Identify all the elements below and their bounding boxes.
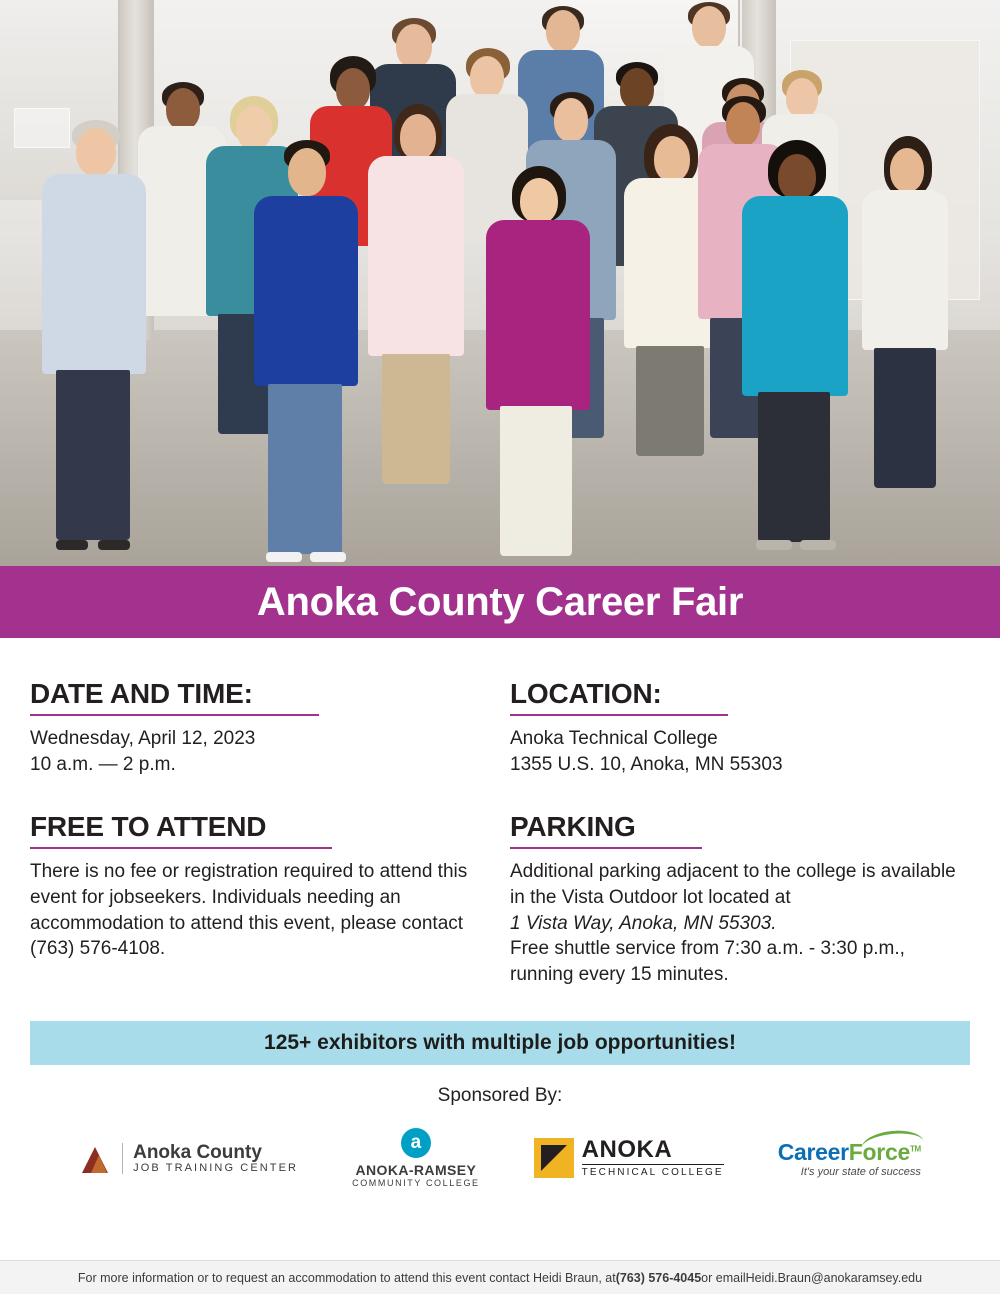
- logo-text-force: Force: [848, 1138, 910, 1165]
- footer-email[interactable]: Heidi.Braun@anokaramsey.edu: [745, 1270, 923, 1285]
- logo-anoka-technical-college: [534, 1138, 724, 1178]
- logo-text-tm: TM: [909, 1144, 921, 1154]
- block-heading-parking: PARKING: [510, 811, 702, 849]
- block-parking: [510, 811, 980, 987]
- logo-text-anoka: ANOKA: [581, 1136, 673, 1164]
- block-text-address: 1355 U.S. 10, Anoka, MN 55303: [510, 753, 783, 775]
- block-text-parking-address: 1 Vista Way, Anoka, MN 55303.: [510, 912, 777, 934]
- footer-phone: (763) 576-4045: [615, 1270, 702, 1285]
- logo-text-careerforce-tagline: It's your state of success: [800, 1165, 921, 1178]
- info-grid: [30, 678, 970, 987]
- person-front-1: [42, 120, 150, 550]
- block-date-and-time: [30, 678, 510, 777]
- sponsored-by-label: Sponsored By:: [437, 1085, 563, 1107]
- logo-text-community-college: COMMUNITY COLLEGE: [352, 1178, 480, 1189]
- block-text-free-to-attend: There is no fee or registration required to attend this event for jobseekers. Individuals needing an accommodation to attend this event, please contact (763) 576-4108.: [30, 861, 468, 960]
- block-heading-free-to-attend: FREE TO ATTEND: [30, 811, 332, 849]
- exhibitors-highlight-text: 125+ exhibitors with multiple job opportunities!: [264, 1031, 736, 1055]
- logo-anoka-county-job-training-center: [79, 1141, 298, 1175]
- anoka-county-triangle-icon: [79, 1141, 113, 1175]
- block-heading-location: LOCATION:: [510, 678, 728, 716]
- hero-photo: [0, 0, 1000, 566]
- person-mid-7: [862, 136, 950, 466]
- logo-text-anoka-county: Anoka County: [133, 1141, 262, 1163]
- block-text-shuttle-2: running every 15 minutes.: [510, 963, 729, 985]
- logo-text-technical-college: TECHNICAL COLLEGE: [582, 1164, 724, 1178]
- block-heading-date-and-time: DATE AND TIME:: [30, 678, 319, 716]
- page-title: Anoka County Career Fair: [256, 579, 744, 624]
- exhibitors-highlight-bar: [30, 1021, 970, 1065]
- logo-text-career: Career: [777, 1138, 849, 1165]
- anoka-tech-badge-icon: [534, 1138, 574, 1178]
- person-front-4: [740, 140, 852, 560]
- sponsor-logos: [0, 1123, 1000, 1193]
- anoka-ramsey-a-icon: a: [401, 1128, 431, 1158]
- logo-text-anoka-ramsey: ANOKA-RAMSEY: [355, 1162, 477, 1179]
- block-text-date: Wednesday, April 12, 2023: [30, 728, 256, 749]
- person-mid-3: [366, 104, 466, 434]
- block-text-venue: Anoka Technical College: [510, 728, 718, 749]
- logo-careerforce: [778, 1139, 921, 1178]
- block-free-to-attend: [30, 811, 510, 987]
- footer-text-pre: For more information or to request an accommodation to attend this event contact Heidi Braun, at: [77, 1270, 616, 1285]
- block-text-time: 10 a.m. — 2 p.m.: [30, 753, 176, 775]
- title-band: [0, 566, 1000, 638]
- content-area: [0, 638, 1000, 987]
- person-front-3: [484, 166, 594, 566]
- block-text-parking-intro: Additional parking adjacent to the college is available in the Vista Outdoor lot located at: [510, 861, 956, 908]
- footer-text-mid: or email: [701, 1270, 746, 1285]
- block-location: [510, 678, 980, 777]
- block-text-shuttle-1: Free shuttle service from 7:30 a.m. - 3:30 p.m.,: [510, 938, 905, 960]
- person-front-2: [252, 140, 362, 566]
- footer-contact-bar: [0, 1260, 1000, 1294]
- logo-anoka-ramsey-community-college: [352, 1128, 480, 1188]
- logo-text-job-training-center: JOB TRAINING CENTER: [133, 1162, 299, 1175]
